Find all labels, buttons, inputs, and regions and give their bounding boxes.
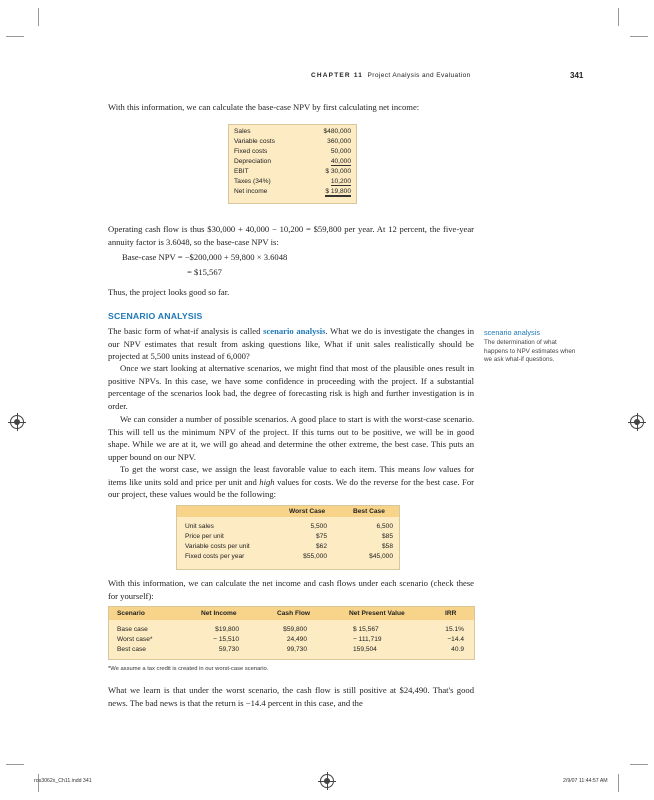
crop-mark bbox=[630, 764, 648, 765]
best-value: $58 bbox=[381, 543, 393, 550]
income-label: Variable costs bbox=[234, 138, 275, 145]
column-header: Net Income bbox=[201, 610, 237, 617]
npv-value: $ 15,567 bbox=[353, 626, 379, 633]
net-income-value: − 15,510 bbox=[213, 636, 239, 643]
income-value: $ 30,000 bbox=[325, 168, 351, 175]
emphasis-high: high bbox=[259, 476, 275, 487]
net-income-value: 59,730 bbox=[218, 646, 239, 653]
text-segment: To get the worst case, we assign the least favorable value to each item. This means bbox=[120, 464, 424, 474]
closing-paragraph: What we learn is that under the worst scenario, the cash flow is still positive at $24,490. That's good news. The bad news is that the return is −14.4 percent in this case, and the bbox=[108, 685, 474, 708]
column-header: Net Present Value bbox=[349, 610, 405, 617]
crop-mark bbox=[38, 8, 39, 26]
cases-table bbox=[176, 505, 400, 570]
scenario-paragraph bbox=[108, 325, 474, 363]
ocf-paragraph: Operating cash flow is thus $30,000 + 40,000 − 10,200 = $59,800 per year. At 12 percent, the five-year annuity factor is 3.6048, so the base-case NPV is: bbox=[108, 224, 474, 247]
scenario-name: Base case bbox=[117, 626, 148, 633]
net-income-value: $19,800 bbox=[215, 626, 239, 633]
with-info-paragraph: With this information, we can calculate the net income and cash flows under each scenario (check these for yourself): bbox=[108, 578, 474, 601]
npv-formula-result: = $15,567 bbox=[187, 267, 222, 277]
text-segment: values for costs. We do the reverse for the best case. For our project, these values would be the following: bbox=[108, 476, 474, 500]
running-header bbox=[311, 72, 471, 79]
irr-value: 40.9 bbox=[451, 646, 464, 653]
npv-value: 159,504 bbox=[353, 646, 377, 653]
irr-value: 15.1% bbox=[445, 626, 464, 633]
income-value: 360,000 bbox=[327, 138, 351, 145]
irr-value: −14.4 bbox=[447, 636, 464, 643]
start-paragraph: Once we start looking at alternative scenarios, we might find that most of the plausible ones result in positive NPVs. In this case, we have some confidence in proceeding with the project. If a substantial percentage of the scenarios look bad, the degree of forecasting risk is high and further investigation is in order. bbox=[108, 363, 474, 411]
chapter-label: CHAPTER 11 bbox=[311, 72, 364, 79]
case-label: Fixed costs per year bbox=[185, 553, 245, 560]
crop-mark bbox=[618, 774, 619, 792]
scenario-text-before: The basic form of what-if analysis is called bbox=[108, 326, 264, 336]
registration-mark-icon bbox=[318, 772, 336, 790]
case-label: Price per unit bbox=[185, 533, 224, 540]
formula-expr: = −$200,000 + 59,800 × 3.6048 bbox=[177, 252, 288, 262]
formula-label: Base-case NPV bbox=[122, 252, 176, 262]
case-label: Unit sales bbox=[185, 523, 214, 530]
income-label: EBIT bbox=[234, 168, 249, 175]
slug-left: ros3062x_Ch11.indd 341 bbox=[34, 778, 92, 784]
get-worst-paragraph bbox=[108, 463, 474, 501]
income-value: $ 19,800 bbox=[325, 188, 351, 195]
income-value: 50,000 bbox=[330, 148, 351, 155]
scenario-name: Best case bbox=[117, 646, 146, 653]
thus-line: Thus, the project looks good so far. bbox=[108, 287, 230, 297]
scenario-table bbox=[108, 606, 475, 660]
worst-value: $62 bbox=[315, 543, 327, 550]
registration-mark-icon bbox=[628, 413, 646, 431]
column-header: Best Case bbox=[353, 508, 385, 515]
emphasis-low: low bbox=[423, 464, 436, 474]
chapter-title: Project Analysis and Evaluation bbox=[367, 72, 471, 79]
income-table bbox=[228, 124, 357, 204]
column-header: Cash Flow bbox=[277, 610, 310, 617]
registration-mark-icon bbox=[8, 413, 26, 431]
crop-mark bbox=[6, 764, 24, 765]
case-label: Variable costs per unit bbox=[185, 543, 250, 550]
worst-value: 5,500 bbox=[310, 523, 327, 530]
footnote: *We assume a tax credit is created in our worst-case scenario. bbox=[108, 666, 269, 672]
crop-mark bbox=[618, 8, 619, 26]
crop-mark bbox=[630, 36, 648, 37]
page-number: 341 bbox=[570, 71, 584, 80]
margin-term: scenario analysis bbox=[484, 328, 540, 337]
column-header: Scenario bbox=[117, 610, 145, 617]
column-header: Worst Case bbox=[289, 508, 326, 515]
cash-flow-value: 99,730 bbox=[286, 646, 307, 653]
worst-value: $75 bbox=[315, 533, 327, 540]
intro-line: With this information, we can calculate the base-case NPV by first calculating net income: bbox=[108, 102, 420, 112]
income-label: Net income bbox=[234, 188, 268, 195]
cash-flow-value: 24,490 bbox=[286, 636, 307, 643]
scenario-name: Worst case* bbox=[117, 636, 153, 643]
npv-formula bbox=[122, 252, 287, 262]
income-label: Depreciation bbox=[234, 158, 272, 165]
income-label: Taxes (34%) bbox=[234, 178, 271, 185]
income-value: $480,000 bbox=[323, 128, 351, 135]
income-label: Sales bbox=[234, 128, 251, 135]
scenario-keyword: scenario analysis bbox=[263, 326, 326, 336]
best-value: $45,000 bbox=[369, 553, 393, 560]
income-value: 10,200 bbox=[330, 178, 351, 185]
cash-flow-value: $59,800 bbox=[283, 626, 307, 633]
crop-mark bbox=[6, 36, 24, 37]
income-value: 40,000 bbox=[330, 158, 351, 165]
income-label: Fixed costs bbox=[234, 148, 268, 155]
section-heading: SCENARIO ANALYSIS bbox=[108, 311, 203, 321]
text-segment: values for items like units sold and price per unit and bbox=[108, 464, 474, 487]
margin-definition: The determination of what happens to NPV estimates when we ask what-if questions. bbox=[484, 339, 576, 364]
npv-value: − 111,719 bbox=[353, 636, 382, 643]
worst-case-paragraph: We can consider a number of possible scenarios. A good place to start is with the worst-case scenario. This will tell us the minimum NPV of the project. If this turns out to be positive, we will be in good shape. While we are at it, we will go ahead and determine the other extreme, the best case. This puts an upper bound on our NPV. bbox=[108, 414, 474, 462]
column-header: IRR bbox=[445, 610, 457, 617]
best-value: 6,500 bbox=[376, 523, 393, 530]
best-value: $85 bbox=[381, 533, 393, 540]
worst-value: $55,000 bbox=[303, 553, 327, 560]
slug-right: 2/9/07 11:44:57 AM bbox=[563, 778, 608, 784]
scenario-text-after: . What we do is investigate the changes in our NPV estimates that result from asking questions like, What if unit sales realistically should be projected at 5,500 units instead of 6,000? bbox=[108, 326, 474, 362]
